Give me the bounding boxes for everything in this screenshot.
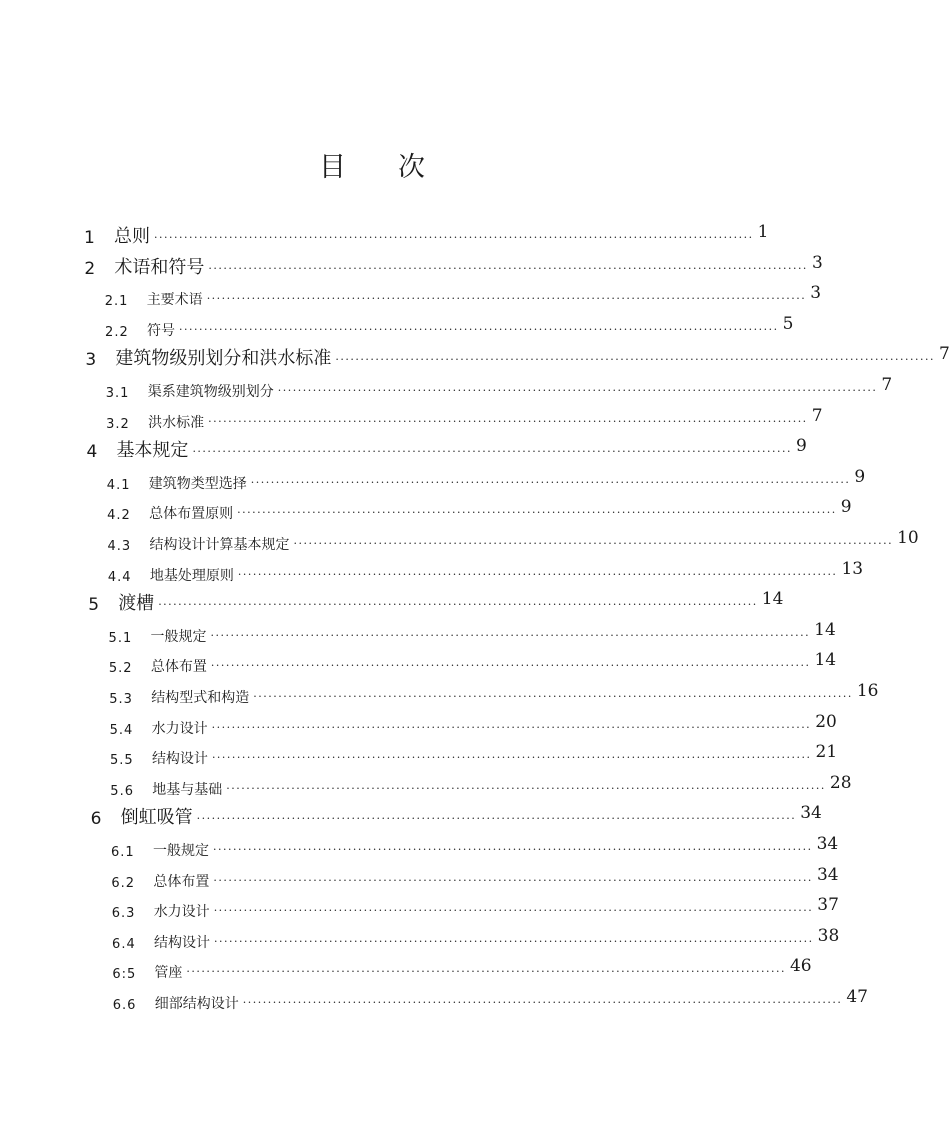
toc-entry[interactable] xyxy=(108,650,837,677)
toc-leader-dots: ························································································································ xyxy=(237,567,838,581)
toc-entry[interactable] xyxy=(111,895,839,922)
toc-entry-number: 5.5 xyxy=(109,753,134,769)
toc-entry-number: 5 xyxy=(88,595,100,616)
toc-entry-number: 4.3 xyxy=(107,539,132,554)
toc-entry-page-number: 34 xyxy=(816,864,839,885)
toc-entry-number: 6.2 xyxy=(111,875,136,891)
toc-leader-dots: ························································································································ xyxy=(213,843,813,856)
toc-entry-label: 术语和符号 xyxy=(114,256,205,278)
toc-entry-number: 2.2 xyxy=(105,324,129,340)
toc-entry-page-number: 34 xyxy=(816,834,839,854)
toc-entry-label: 水力设计 xyxy=(153,904,210,921)
toc-leader-dots: ························································································································ xyxy=(154,231,754,244)
toc-leader-dots: ························································································································ xyxy=(213,904,814,918)
toc-entry-number: 4 xyxy=(86,442,98,463)
toc-entry-page-number: 9 xyxy=(840,497,852,518)
toc-entry-label: 结构设计计算基本规定 xyxy=(149,537,290,553)
toc-leader-dots: ························································································································ xyxy=(179,322,779,336)
toc-entry-label: 总体布置 xyxy=(150,659,207,676)
toc-entry-page-number: 38 xyxy=(817,925,840,946)
toc-leader-dots: ························································································································ xyxy=(253,690,853,703)
toc-entry-number: 6:5 xyxy=(112,967,137,983)
toc-leader-dots: ························································································································ xyxy=(237,506,837,520)
toc-entry[interactable] xyxy=(104,283,822,310)
toc-entry-number: 6.1 xyxy=(111,845,135,860)
toc-entry-label: 结构设计 xyxy=(154,934,211,951)
toc-leader-dots: ························································································································ xyxy=(213,873,813,887)
toc-leader-dots: ························································································································ xyxy=(186,965,786,979)
toc-entry-page-number: 34 xyxy=(800,803,822,824)
toc-entry[interactable] xyxy=(90,803,822,830)
toc-entry-page-number: 14 xyxy=(814,650,837,671)
toc-entry-number: 3.1 xyxy=(105,386,130,401)
toc-leader-dots: ························································································································ xyxy=(158,598,758,612)
toc-entry-page-number: 46 xyxy=(789,956,812,977)
toc-entry-page-number: 20 xyxy=(815,711,837,732)
toc-leader-dots: ························································································································ xyxy=(206,292,807,306)
toc-leader-dots: ························································································································ xyxy=(250,475,851,489)
toc-entry-page-number: 3 xyxy=(811,252,823,273)
toc-entry-page-number: 10 xyxy=(897,528,919,548)
toc-entry-label: 主要术语 xyxy=(146,292,203,309)
toc-entry[interactable] xyxy=(112,925,840,952)
toc-entry-page-number: 7 xyxy=(811,405,823,426)
toc-entry-number: 5.2 xyxy=(108,661,133,677)
toc-entry-page-number: 14 xyxy=(761,589,784,610)
toc-leader-dots: ························································································································ xyxy=(226,781,826,795)
toc-entry-number: 2 xyxy=(84,258,96,279)
toc-entry-page-number: 16 xyxy=(856,681,879,701)
toc-leader-dots: ························································································································ xyxy=(335,353,935,367)
toc-entry-number: 5.4 xyxy=(109,722,134,738)
toc-leader-dots: ························································································································ xyxy=(211,751,812,765)
toc-entry-number: 3 xyxy=(85,350,97,371)
toc-entry-number: 5.6 xyxy=(110,783,134,799)
toc-entry[interactable] xyxy=(105,375,893,401)
title-char-2: 次 xyxy=(398,152,425,183)
toc-entry[interactable] xyxy=(88,589,784,616)
toc-entry-page-number: 13 xyxy=(841,558,864,579)
toc-entry[interactable] xyxy=(85,344,950,371)
toc-leader-dots: ························································································································ xyxy=(208,414,808,428)
title-char-1: 目 xyxy=(319,152,346,183)
toc-entry-page-number: 47 xyxy=(846,987,868,1007)
toc-entry[interactable] xyxy=(105,313,794,340)
toc-entry-page-number: 3 xyxy=(810,283,822,304)
toc-entry[interactable] xyxy=(107,528,919,554)
toc-entry-number: 3.2 xyxy=(106,416,130,432)
toc-entry[interactable] xyxy=(106,466,866,493)
toc-entry[interactable] xyxy=(86,436,807,463)
toc-entry[interactable] xyxy=(107,497,852,524)
toc-entry-label: 结构型式和构造 xyxy=(151,690,250,706)
toc-entry-label: 建筑物类型选择 xyxy=(148,475,247,492)
toc-entry-number: 6 xyxy=(90,809,102,830)
toc-entry-number: 6.3 xyxy=(111,906,136,922)
toc-entry-number: 4.4 xyxy=(107,569,132,585)
toc-entry[interactable] xyxy=(109,681,879,707)
toc-entry-label: 总体布置原则 xyxy=(149,506,234,523)
toc-entry[interactable] xyxy=(84,222,769,248)
toc-entry[interactable] xyxy=(111,864,839,891)
page-title xyxy=(0,145,744,184)
toc-entry-label: 细部结构设计 xyxy=(154,996,239,1012)
toc-entry[interactable] xyxy=(109,742,838,769)
toc-entry[interactable] xyxy=(109,711,837,738)
toc-leader-dots: ························································································································ xyxy=(192,445,793,459)
toc-entry-number: 1 xyxy=(84,228,95,248)
toc-entry[interactable] xyxy=(84,252,823,279)
toc-entry-label: 总体布置 xyxy=(153,873,210,890)
toc-entry-label: 总则 xyxy=(114,226,150,247)
toc-entry-label: 倒虹吸管 xyxy=(120,807,193,829)
toc-entry-page-number: 28 xyxy=(829,772,852,793)
toc-entry-page-number: 37 xyxy=(817,895,839,916)
toc-entry-page-number: 9 xyxy=(854,466,866,487)
toc-entry-page-number: 7 xyxy=(881,375,893,395)
toc-entry-label: 一般规定 xyxy=(153,843,209,859)
toc-leader-dots: ························································································································ xyxy=(242,996,843,1009)
toc-entry-label: 水力设计 xyxy=(151,720,208,737)
toc-entry[interactable] xyxy=(111,834,839,860)
toc-entry[interactable] xyxy=(112,956,812,983)
toc-leader-dots: ························································································································ xyxy=(293,537,894,550)
toc-entry[interactable] xyxy=(106,405,823,432)
toc-entry-number: 5.3 xyxy=(109,692,133,707)
toc-leader-dots: ························································································································ xyxy=(214,934,814,948)
toc-entry[interactable] xyxy=(107,558,864,585)
toc-entry-label: 渡槽 xyxy=(118,593,155,615)
toc-entry-label: 基本规定 xyxy=(116,440,189,462)
toc-entry[interactable] xyxy=(110,772,852,799)
toc-entry-number: 4.1 xyxy=(106,477,131,493)
toc-entry-page-number: 14 xyxy=(814,619,836,640)
toc-entry-label: 一般规定 xyxy=(150,628,207,645)
toc-entry-label: 地基与基础 xyxy=(152,781,223,798)
toc-entry-label: 管座 xyxy=(154,965,183,982)
toc-entry-page-number: 7 xyxy=(938,344,950,365)
toc-entry-number: 2.1 xyxy=(104,294,129,310)
toc-leader-dots: ························································································································ xyxy=(277,384,878,397)
toc-entry-label: 结构设计 xyxy=(151,751,208,768)
toc-entry-number: 6.4 xyxy=(112,936,136,952)
toc-entry-label: 符号 xyxy=(147,322,176,339)
toc-entry-label: 洪水标准 xyxy=(148,414,205,431)
toc-leader-dots: ························································································································ xyxy=(211,720,812,734)
toc-entry-label: 渠系建筑物级别划分 xyxy=(147,384,274,400)
toc-entry-page-number: 9 xyxy=(796,436,807,457)
toc-entry-number: 6.6 xyxy=(112,998,137,1013)
toc-entry-number: 4.2 xyxy=(107,508,131,524)
toc-leader-dots: ························································································································ xyxy=(210,628,811,642)
toc-leader-dots: ························································································································ xyxy=(208,261,808,275)
toc-entry[interactable] xyxy=(112,987,868,1013)
toc-entry-page-number: 1 xyxy=(757,222,769,242)
toc-leader-dots: ························································································································ xyxy=(210,659,811,673)
toc-entry-page-number: 5 xyxy=(782,313,794,334)
toc-entry-number: 5.1 xyxy=(108,630,133,646)
toc-entry[interactable] xyxy=(108,619,836,646)
toc-leader-dots: ························································································································ xyxy=(196,812,797,826)
toc-entry-label: 地基处理原则 xyxy=(149,567,234,584)
toc-entry-page-number: 21 xyxy=(815,742,838,763)
toc-entry-label: 建筑物级别划分和洪水标准 xyxy=(115,348,332,370)
